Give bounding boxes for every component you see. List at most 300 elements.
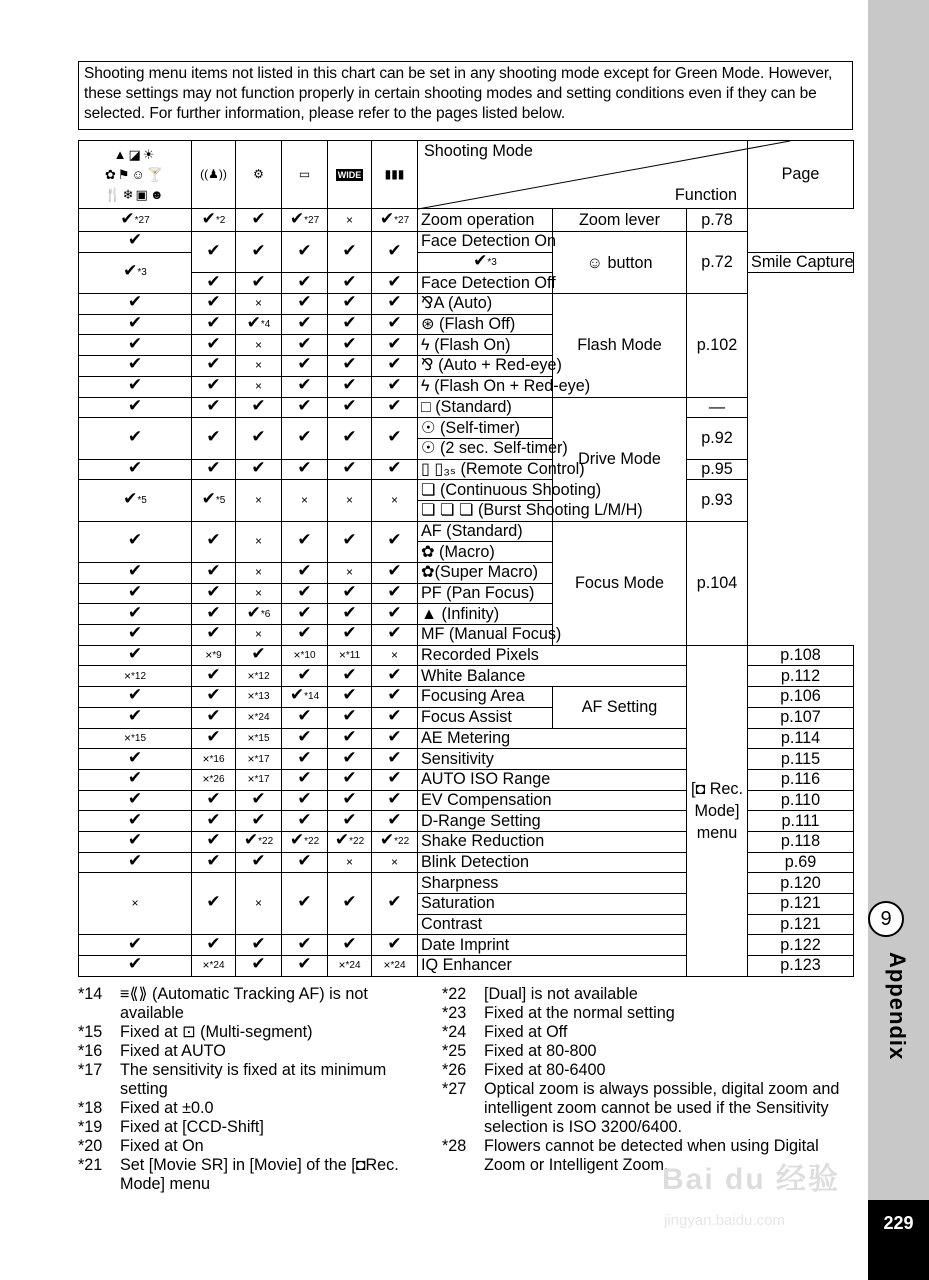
mode-cell: ✔ — [79, 459, 192, 480]
mode-cell: × — [328, 852, 372, 873]
mode-cell: ✔ — [236, 273, 282, 294]
footnote — [78, 1099, 428, 1118]
mode-cell: ✔$^{*2}$ — [192, 209, 236, 232]
mode-cell: × — [236, 625, 282, 646]
table-row — [79, 209, 854, 232]
mode-cell: ✔ — [192, 356, 236, 377]
function-cell: Sharpness — [418, 873, 687, 894]
mode-cell: ✔ — [328, 728, 372, 749]
mode-cell: ✔ — [282, 749, 328, 770]
mode-cell: ✔ — [328, 769, 372, 790]
function-cell: ▯ ▯₃ₛ (Remote Control) — [418, 459, 553, 480]
page-ref: p.116 — [748, 769, 854, 790]
group-cell: Focus Mode — [553, 521, 687, 645]
shooting-mode-label: Shooting Mode — [424, 142, 533, 160]
mode-cell: × — [236, 335, 282, 356]
mode-cell: ✔ — [282, 563, 328, 584]
function-cell: Face Detection On — [418, 232, 553, 253]
mode-cell: ✔ — [236, 232, 282, 273]
mode-cell: ✔ — [236, 956, 282, 977]
mode-cell: × — [282, 480, 328, 521]
mode-cell: ✔ — [79, 811, 192, 832]
mode-cell: ✔ — [372, 687, 418, 708]
function-cell: ⅋A (Auto) — [418, 294, 553, 315]
mode-cell: ✔ — [328, 459, 372, 480]
mode-cell: ✔ — [79, 397, 192, 418]
mode-cell: ✔ — [282, 728, 328, 749]
mode-cell: ✔ — [282, 811, 328, 832]
mode-cell: × — [236, 356, 282, 377]
mode-cell: ×$^{*24}$ — [192, 956, 236, 977]
mode-cell: ×$^{*17}$ — [236, 749, 282, 770]
footnote-key: *27 — [442, 1080, 467, 1098]
page-ref: p.95 — [687, 459, 748, 480]
mode-cell: ✔ — [79, 707, 192, 728]
function-cell: Focusing Area — [418, 687, 553, 708]
page-ref: p.69 — [748, 852, 854, 873]
mode-cell: ✔ — [372, 935, 418, 956]
function-cell: D-Range Setting — [418, 811, 687, 832]
mode-cell: ✔$^{*5}$ — [192, 480, 236, 521]
function-cell: Date Imprint — [418, 935, 687, 956]
mode-cell: ✔ — [79, 376, 192, 397]
mode-cell: ✔ — [79, 418, 192, 459]
mode-cell: ✔ — [372, 707, 418, 728]
function-cell: PF (Pan Focus) — [418, 583, 553, 604]
function-cell: ✿(Super Macro) — [418, 563, 553, 584]
page-ref: p.118 — [748, 831, 854, 852]
mode-cell: ✔ — [372, 728, 418, 749]
function-cell: Zoom operation — [418, 209, 553, 232]
mode-cell: ✔ — [372, 521, 418, 562]
wide-icon: WIDE — [328, 141, 372, 209]
page-ref: p.112 — [748, 666, 854, 687]
page-ref: p.107 — [748, 707, 854, 728]
intro-note: Shooting menu items not listed in this chart can be set in any shooting mode except for Green Mode. However, these settings may not function properly in certain shooting modes and setting conditions even if they can be selected. For further information, please refer to the pages listed below. — [78, 61, 853, 130]
footnote-text: ≡⟪⟫ (Automatic Tracking AF) is not available — [120, 985, 368, 1022]
table-row — [79, 232, 854, 253]
mode-cell: ✔ — [372, 583, 418, 604]
mode-cell: ✔ — [192, 935, 236, 956]
function-cell: ❏ ❏ ❏ (Burst Shooting L/M/H) — [418, 500, 553, 521]
chapter-number: 9 — [868, 901, 904, 937]
mode-cell: ✔ — [282, 625, 328, 646]
mode-cell: ✔ — [328, 707, 372, 728]
function-label: Function — [674, 186, 738, 204]
mode-cell: ✔ — [79, 604, 192, 625]
mode-cell: ✔ — [192, 273, 236, 294]
mode-cell: ✔ — [282, 335, 328, 356]
mode-cell: ✔ — [192, 583, 236, 604]
footnote-text: Fixed at AUTO — [120, 1042, 226, 1060]
function-cell: Face Detection Off — [418, 273, 553, 294]
watermark-url: jingyan.baidu.com — [664, 1212, 785, 1229]
mode-cell: ✔$^{*22}$ — [328, 831, 372, 852]
mode-cell: ✔ — [192, 459, 236, 480]
mode-cell: ✔ — [282, 935, 328, 956]
mode-cell: × — [236, 521, 282, 562]
mode-cell: ✔ — [79, 935, 192, 956]
footnote — [442, 1042, 857, 1061]
mode-cell: ✔ — [372, 397, 418, 418]
table-row — [79, 294, 854, 315]
mode-cell: ✔$^{*22}$ — [282, 831, 328, 852]
mode-cell: ✔ — [282, 604, 328, 625]
function-cell: Focus Assist — [418, 707, 553, 728]
mode-cell: ✔ — [328, 273, 372, 294]
function-cell: ϟ (Flash On) — [418, 335, 553, 356]
mode-cell: ✔ — [328, 356, 372, 377]
mode-cell: ✔ — [192, 418, 236, 459]
footnote — [78, 1023, 428, 1042]
function-cell: IQ Enhancer — [418, 956, 687, 977]
mode-cell: ✔ — [282, 459, 328, 480]
mode-cell: ✔ — [192, 790, 236, 811]
mode-cell: ✔ — [192, 376, 236, 397]
mode-icons-group — [79, 141, 192, 209]
mode-cell: ✔$^{*27}$ — [79, 209, 192, 232]
footnote-text: Fixed at Off — [484, 1023, 568, 1041]
mode-cell: ×$^{*17}$ — [236, 769, 282, 790]
mode-cell: × — [236, 583, 282, 604]
mode-cell: ✔ — [282, 956, 328, 977]
footnote-text: Flowers cannot be detected when using Digital Zoom or Intelligent Zoom. — [484, 1137, 819, 1174]
group-cell: Zoom lever — [553, 209, 687, 232]
mode-cell: ✔$^{*4}$ — [236, 314, 282, 335]
function-cell: ☉ (2 sec. Self-timer) — [418, 438, 553, 459]
footnote-text: The sensitivity is fixed at its minimum setting — [120, 1061, 387, 1098]
mode-cell: ✔ — [372, 666, 418, 687]
mode-cell: ×$^{*12}$ — [79, 666, 192, 687]
footnote — [442, 1023, 857, 1042]
function-cell: AF (Standard) — [418, 521, 553, 542]
mode-cell: ✔ — [79, 356, 192, 377]
mode-cell: ✔$^{*22}$ — [236, 831, 282, 852]
group-cell: ☺ button — [553, 232, 687, 294]
page-ref: p.121 — [748, 914, 854, 935]
mode-cell: ✔ — [192, 397, 236, 418]
page-ref: — — [687, 397, 748, 418]
watermark-logo: Bai du 经验 — [662, 1163, 841, 1196]
mode-cell: ✔$^{*3}$ — [79, 252, 192, 293]
footnote-key: *24 — [442, 1023, 467, 1041]
mode-cell: ✔ — [79, 687, 192, 708]
footnote-key: *21 — [78, 1156, 103, 1174]
mode-cell: ✔ — [192, 232, 236, 273]
mode-cell: ✔ — [79, 583, 192, 604]
mode-cell: ✔ — [372, 232, 418, 273]
mode-cell: ✔ — [236, 209, 282, 232]
mode-cell: ×$^{*24}$ — [372, 956, 418, 977]
mode-cell: ✔ — [372, 314, 418, 335]
mode-cell: ✔ — [328, 604, 372, 625]
mode-cell: × — [372, 852, 418, 873]
footnote — [78, 985, 428, 1023]
function-cell: □ (Standard) — [418, 397, 553, 418]
mode-cell: ✔ — [328, 583, 372, 604]
mode-cell: ✔$^{*3}$ — [418, 252, 553, 273]
mode-cell: ✔ — [79, 521, 192, 562]
function-cell: MF (Manual Focus) — [418, 625, 553, 646]
food-icons: 🍴❄▣☻ — [104, 186, 166, 202]
footnote-text: Fixed at the normal setting — [484, 1004, 675, 1022]
mode-cell: ✔ — [79, 294, 192, 315]
mode-cell: ✔ — [236, 418, 282, 459]
page-ref: p.123 — [748, 956, 854, 977]
mode-cell: ✔ — [282, 397, 328, 418]
footnote-key: *25 — [442, 1042, 467, 1060]
mode-cell: ✔ — [192, 831, 236, 852]
mode-cell: ✔ — [372, 563, 418, 584]
page-ref: p.111 — [748, 811, 854, 832]
mode-cell: ✔ — [282, 232, 328, 273]
mode-cell: ✔ — [372, 376, 418, 397]
header-shooting-mode — [418, 141, 748, 209]
function-cell: Sensitivity — [418, 749, 687, 770]
footnote-key: *22 — [442, 985, 467, 1003]
flower-icon: ⚙ — [236, 141, 282, 209]
mode-cell: ✔ — [328, 873, 372, 935]
footnote-text: Set [Movie SR] in [Movie] of the [◘Rec. Mode] menu — [120, 1156, 399, 1193]
mode-cell: ✔ — [192, 294, 236, 315]
footnote-key: *16 — [78, 1042, 103, 1060]
footnote-key: *15 — [78, 1023, 103, 1041]
footnote — [442, 985, 857, 1004]
function-cell: AE Metering — [418, 728, 687, 749]
table-row — [79, 645, 854, 666]
mode-cell: ✔ — [282, 707, 328, 728]
function-cell: EV Compensation — [418, 790, 687, 811]
page-ref: p.120 — [748, 873, 854, 894]
mode-cell: × — [236, 376, 282, 397]
footnote-text: Fixed at [CCD-Shift] — [120, 1118, 264, 1136]
page-ref: p.114 — [748, 728, 854, 749]
function-cell: Contrast — [418, 914, 687, 935]
mode-cell: ✔ — [328, 232, 372, 273]
mode-cell: ×$^{*24}$ — [236, 707, 282, 728]
scene-icons: ✿⚑☺🍸 — [104, 166, 165, 182]
mode-cell: ✔ — [282, 376, 328, 397]
mode-cell: ✔ — [282, 356, 328, 377]
mode-cell: ✔ — [79, 314, 192, 335]
mode-cell: × — [372, 645, 418, 666]
footnote — [78, 1061, 428, 1099]
function-cell: ⅋ (Auto + Red-eye) — [418, 356, 553, 377]
af-setting-cell: AF Setting — [553, 687, 687, 728]
footnote — [442, 1080, 857, 1137]
function-cell: ☉ (Self-timer) — [418, 418, 553, 439]
mode-cell: ✔ — [282, 873, 328, 935]
mode-cell: ×$^{*15}$ — [236, 728, 282, 749]
mode-cell: ✔ — [372, 625, 418, 646]
mode-cell: ✔$^{*6}$ — [236, 604, 282, 625]
page-ref: p.122 — [748, 935, 854, 956]
mode-cell: ✔ — [372, 356, 418, 377]
function-cell: Recorded Pixels — [418, 645, 687, 666]
mode-cell: ×$^{*12}$ — [236, 666, 282, 687]
mode-cell: ✔ — [328, 314, 372, 335]
mode-cell: ✔ — [236, 935, 282, 956]
mode-cell: ✔ — [79, 831, 192, 852]
footnote-key: *23 — [442, 1004, 467, 1022]
mode-cell: ✔ — [328, 790, 372, 811]
page-ref: p.106 — [748, 687, 854, 708]
mode-cell: ×$^{*16}$ — [192, 749, 236, 770]
mode-cell: ✔ — [372, 273, 418, 294]
function-cell: ▲ (Infinity) — [418, 604, 553, 625]
mode-cell: ✔ — [79, 563, 192, 584]
footnote-key: *20 — [78, 1137, 103, 1155]
shooting-menu-table — [78, 140, 854, 977]
chapter-title: Appendix — [885, 952, 910, 1061]
mode-cell: ✔ — [372, 335, 418, 356]
footnote-text: Fixed at On — [120, 1137, 204, 1155]
panorama-icon: ▮▮▮ — [372, 141, 418, 209]
footnotes-left — [78, 985, 428, 1194]
mode-cell: ×$^{*10}$ — [282, 645, 328, 666]
group-cell: Drive Mode — [553, 397, 687, 521]
mode-cell: ×$^{*26}$ — [192, 769, 236, 790]
page-ref: p.92 — [687, 418, 748, 459]
function-cell: AUTO ISO Range — [418, 769, 687, 790]
footnote — [78, 1118, 428, 1137]
landscape-icon: ▲◪☀ — [113, 146, 157, 162]
mode-cell: ✔$^{*22}$ — [372, 831, 418, 852]
page-ref: p.104 — [687, 521, 748, 645]
footnote-text: [Dual] is not available — [484, 985, 638, 1003]
mode-cell: ✔ — [328, 811, 372, 832]
mode-cell: ✔ — [282, 666, 328, 687]
mode-cell: ✔ — [282, 294, 328, 315]
mode-cell: × — [328, 480, 372, 521]
mode-cell: ✔ — [328, 687, 372, 708]
page-ref: p.110 — [748, 790, 854, 811]
mode-cell: ✔ — [372, 873, 418, 935]
mode-cell: ✔ — [372, 418, 418, 459]
mode-cell: ✔ — [328, 376, 372, 397]
footnote-key: *28 — [442, 1137, 467, 1155]
footnote-key: *26 — [442, 1061, 467, 1079]
mode-cell: ✔ — [79, 956, 192, 977]
page-header: Page — [748, 141, 854, 209]
mode-cell: ✔ — [192, 625, 236, 646]
function-cell: White Balance — [418, 666, 687, 687]
mode-cell: × — [79, 873, 192, 935]
mode-cell: ✔ — [372, 790, 418, 811]
mode-cell: × — [328, 563, 372, 584]
mode-cell: ✔ — [236, 811, 282, 832]
footnote — [78, 1156, 428, 1194]
mode-cell: ✔$^{*5}$ — [79, 480, 192, 521]
mode-cell: ✔ — [282, 583, 328, 604]
function-cell: Smile Capture — [748, 252, 854, 273]
frame-icon: ▭ — [282, 141, 328, 209]
page-ref: p.72 — [687, 232, 748, 294]
page-ref: p.93 — [687, 480, 748, 521]
mode-cell: ✔ — [79, 769, 192, 790]
footnote — [78, 1137, 428, 1156]
mode-cell: ✔ — [372, 811, 418, 832]
function-cell: ϟ (Flash On + Red-eye) — [418, 376, 553, 397]
mode-cell: ✔ — [192, 314, 236, 335]
mode-cell: ✔ — [192, 521, 236, 562]
page-ref: p.115 — [748, 749, 854, 770]
mode-cell: ✔ — [192, 335, 236, 356]
mode-cell: ✔ — [282, 314, 328, 335]
mode-cell: ✔ — [79, 335, 192, 356]
function-cell: Saturation — [418, 894, 687, 915]
mode-cell: ✔ — [372, 769, 418, 790]
mode-cell: ✔ — [192, 811, 236, 832]
function-cell: ⊛ (Flash Off) — [418, 314, 553, 335]
mode-cell: ✔$^{*27}$ — [372, 209, 418, 232]
function-cell: Shake Reduction — [418, 831, 687, 852]
footnote-text: Fixed at ⊡ (Multi-segment) — [120, 1023, 313, 1041]
mode-cell: ✔ — [236, 397, 282, 418]
mode-cell: ✔ — [328, 625, 372, 646]
mode-cell: ✔ — [79, 232, 192, 253]
mode-cell: ✔ — [372, 749, 418, 770]
mode-cell: ✔ — [192, 852, 236, 873]
mode-cell: ✔ — [328, 418, 372, 459]
mode-cell: ✔ — [282, 273, 328, 294]
footnote — [78, 1042, 428, 1061]
mode-cell: ✔$^{*27}$ — [282, 209, 328, 232]
mode-cell: ✔ — [328, 294, 372, 315]
mode-cell: ✔ — [192, 707, 236, 728]
page-ref: p.102 — [687, 294, 748, 397]
mode-cell: × — [236, 563, 282, 584]
mode-cell: ✔ — [328, 666, 372, 687]
mode-cell: ✔ — [282, 852, 328, 873]
mode-cell: ✔ — [192, 687, 236, 708]
table-row — [79, 418, 854, 439]
mode-cell: ✔ — [372, 459, 418, 480]
mode-cell: ✔ — [192, 666, 236, 687]
group-cell: Flash Mode — [553, 294, 687, 397]
mode-cell: ✔ — [328, 749, 372, 770]
mode-cell: ✔ — [236, 645, 282, 666]
footnote — [442, 1061, 857, 1080]
footnote-text: Fixed at 80-6400 — [484, 1061, 606, 1079]
mode-cell: ✔ — [372, 604, 418, 625]
mode-cell: ✔ — [328, 335, 372, 356]
mode-cell: × — [236, 873, 282, 935]
mode-cell: ✔ — [192, 728, 236, 749]
mode-cell: ✔ — [282, 769, 328, 790]
mode-cell: ×$^{*9}$ — [192, 645, 236, 666]
mode-cell: ✔ — [236, 852, 282, 873]
mode-cell: ✔ — [236, 790, 282, 811]
mode-cell: ✔ — [79, 790, 192, 811]
footnote — [442, 1004, 857, 1023]
mode-cell: ×$^{*13}$ — [236, 687, 282, 708]
page-number: 229 — [868, 1200, 929, 1280]
mode-cell: × — [372, 480, 418, 521]
mode-cell: ✔ — [79, 749, 192, 770]
table-row — [79, 521, 854, 542]
mode-cell: ✔ — [236, 459, 282, 480]
mode-cell: × — [236, 294, 282, 315]
mode-cell: ✔ — [372, 294, 418, 315]
footnote-key: *18 — [78, 1099, 103, 1117]
footnote-text: Fixed at ±0.0 — [120, 1099, 214, 1117]
function-cell: ❏ (Continuous Shooting) — [418, 480, 553, 501]
mode-cell: ✔ — [282, 418, 328, 459]
mode-cell: ✔ — [79, 852, 192, 873]
mode-cell: × — [236, 480, 282, 521]
footnote-text: Optical zoom is always possible, digital zoom and intelligent zoom cannot be used if the Sensitivity selection is ISO 3200/6400. — [484, 1080, 840, 1136]
